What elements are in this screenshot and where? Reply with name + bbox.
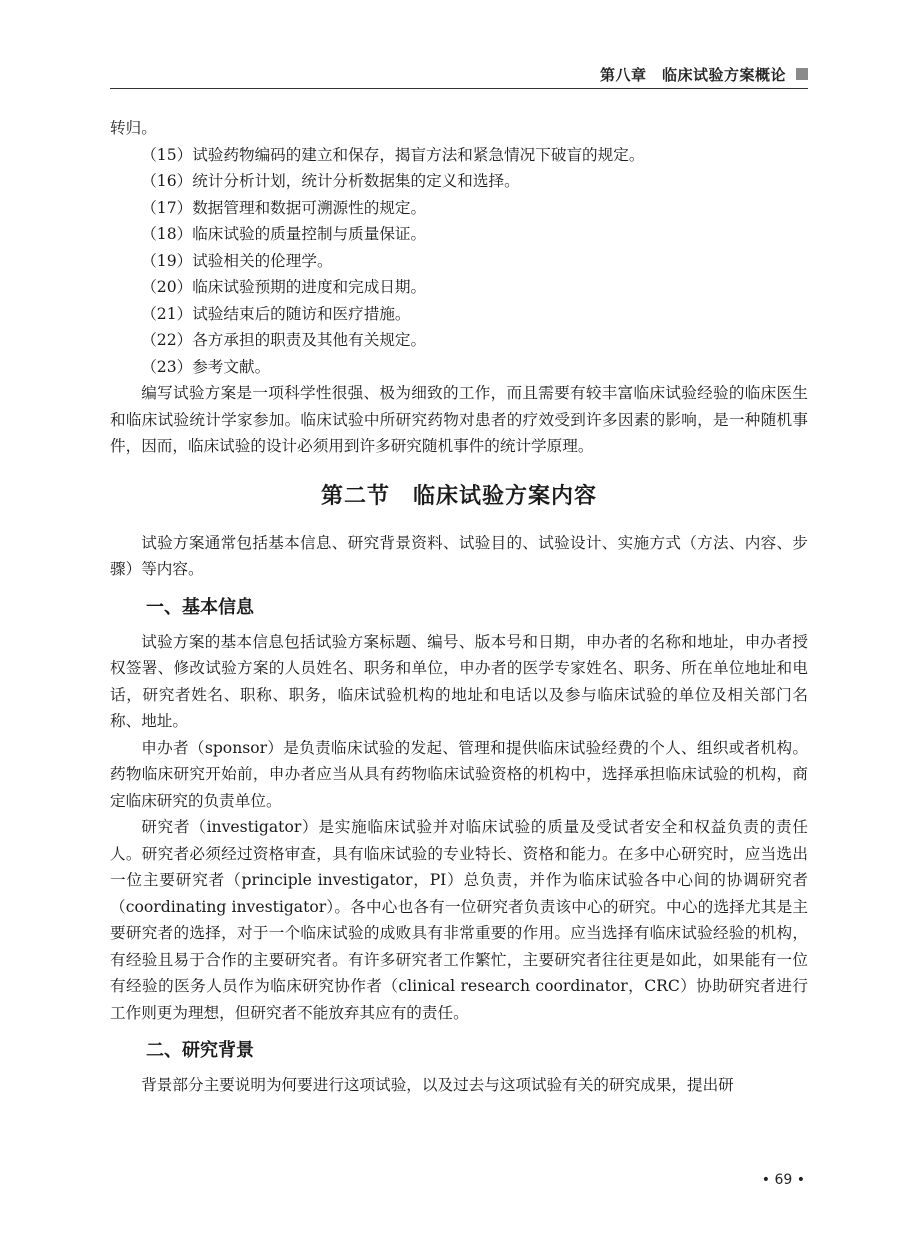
section-title: 第二节 临床试验方案内容 — [320, 483, 597, 509]
list-item: （19）试验相关的伦理学。 — [141, 251, 333, 270]
paragraph: 申办者（sponsor）是负责临床试验的发起、管理和提供临床试验经费的个人、组织或者机构。药物临床研究开始前，申办者应当从具有药物临床试验资格的机构中，选择承担临床试验的机构，商定临床研究的负责单位。 — [110, 738, 808, 810]
page-number: • 69 • — [761, 1172, 805, 1188]
chapter-title: 第八章 临床试验方案概论 — [599, 65, 786, 84]
list-item: （17）数据管理和数据可溯源性的规定。 — [141, 198, 427, 217]
list-item: （18）临床试验的质量控制与质量保证。 — [141, 225, 427, 243]
list-item: （22）各方承担的职责及其他有关规定。 — [141, 331, 427, 349]
square-marker-icon — [796, 68, 808, 80]
subsection-title-background: 二、研究背景 — [146, 1040, 254, 1061]
subsection-title-basic-info: 一、基本信息 — [146, 596, 254, 618]
list-item: （23）参考文献。 — [141, 357, 271, 376]
paragraph: 背景部分主要说明为何要进行这项试验，以及过去与这项试验有关的研究成果，提出研 — [141, 1076, 734, 1094]
page-body — [110, 115, 808, 1099]
continuation-text: 转归。 — [110, 119, 157, 137]
paragraph: 试验方案的基本信息包括试验方案标题、编号、版本号和日期，申办者的名称和地址，申办者授权签署、修改试验方案的人员姓名、职务和单位，申办者的医学专家姓名、职务、所在单位地址和电话，研究者姓名、职称、职务，临床试验机构的地址和电话以及参与临床试验的单位及相关部门名称、地址。 — [110, 632, 808, 730]
running-header — [110, 60, 808, 89]
paragraph: 编写试验方案是一项科学性很强、极为细致的工作，而且需要有较丰富临床试验经验的临床医生和临床试验统计学家参加。临床试验中所研究药物对患者的疗效受到许多因素的影响，是一种随机事件，因而，临床试验的设计必须用到许多研究随机事件的统计学原理。 — [110, 384, 808, 455]
list-item: （16）统计分析计划，统计分析数据集的定义和选择。 — [141, 172, 520, 190]
list-item: （15）试验药物编码的建立和保存，揭盲方法和紧急情况下破盲的规定。 — [141, 145, 645, 164]
paragraph: 试验方案通常包括基本信息、研究背景资料、试验目的、试验设计、实施方式（方法、内容、步骤）等内容。 — [110, 533, 808, 578]
list-item: （20）临床试验预期的进度和完成日期。 — [141, 278, 427, 296]
list-item: （21）试验结束后的随访和医疗措施。 — [141, 304, 411, 323]
paragraph: 研究者（investigator）是实施临床试验并对临床试验的质量及受试者安全和权益负责的责任人。研究者必须经过资格审查，具有临床试验的专业特长、资格和能力。在多中心研究时，应当选出一位主要研究者（principle investigator，PI）总负责，并作为临床试验各中心间的协调研究者（coordinating investigator）。各中心也各有一位研究者负责该中心的研究。中心的选择尤其是主要研究者的选择，对于一个临床试验的成败具有非常重要的作用。应当选择有临床试验经验的机构，有经验且易于合作的主要研究者。有许多研究者工作繁忙，主要研究者往往更是如此，如果能有一位有经验的医务人员作为临床研究协作者（clinical research coordinator，CRC）协助研究者进行工作则更为理想，但研究者不能放弃其应有的责任。 — [110, 818, 808, 1022]
